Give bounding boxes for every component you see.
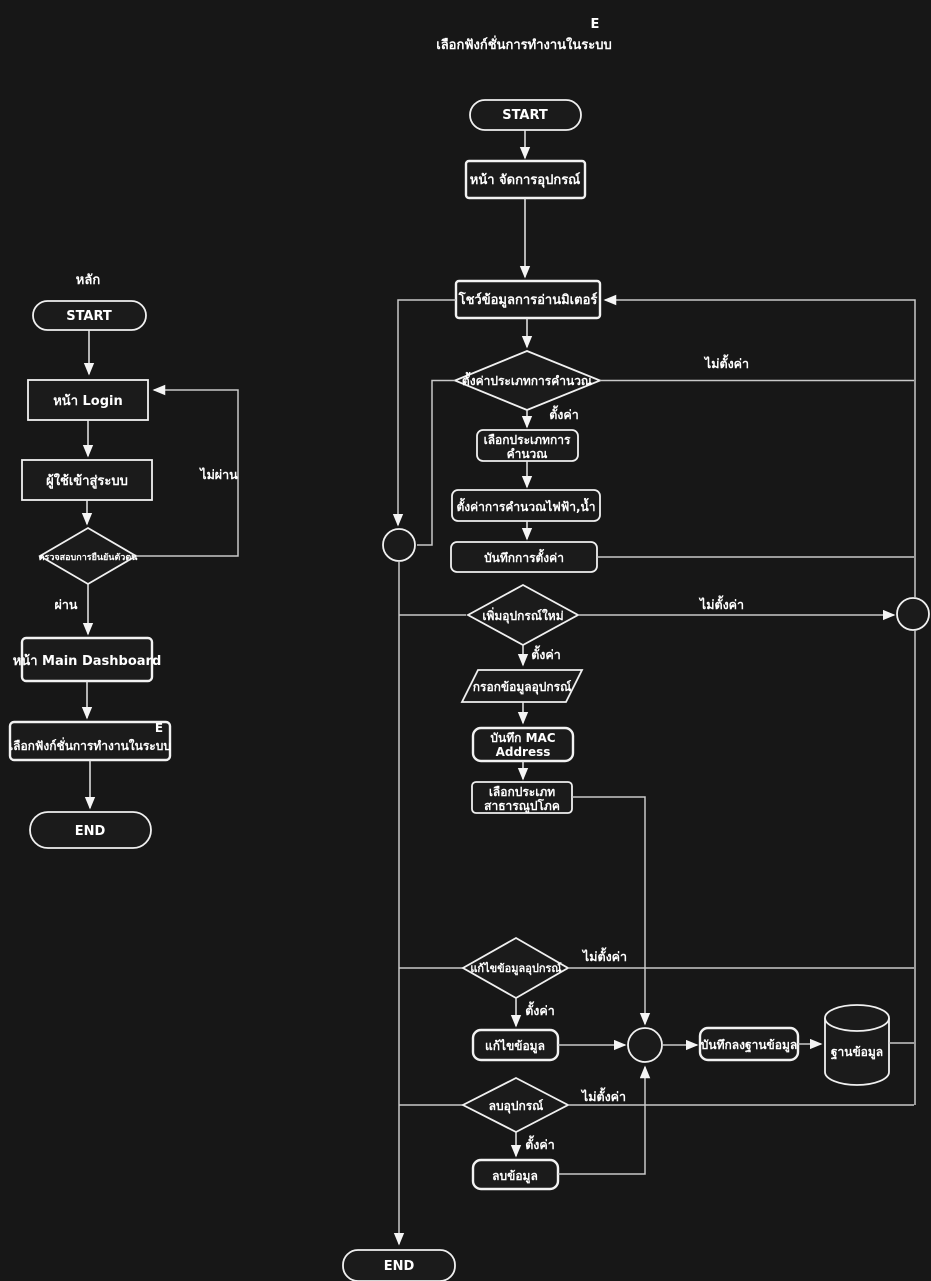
device-management-label: หน้า จัดการอุปกรณ์ [469,173,581,188]
edge-label-notset-2: ไม่ตั้งค่า [699,597,745,612]
edge-showdata-left-to-connector [398,300,456,525]
database-label: ฐานข้อมูล [830,1045,884,1059]
device-flowchart [343,100,929,1281]
select-calc-type-line2: คำนวณ [506,447,548,461]
device-start-label: START [502,108,548,123]
set-calc-type-label: ตั้งค่าประเภทการคำนวณ [461,374,593,388]
edge-label-set-1: ตั้งค่า [549,407,579,422]
save-to-db-label: บันทึกลงฐานข้อมูล [700,1038,798,1052]
edge-label-notset-1: ไม่ตั้งค่า [704,356,750,371]
page-title: เลือกฟังก์ชั่นการทำงานในระบบ [436,38,612,53]
delete-data-label: ลบข้อมูล [492,1169,538,1183]
set-calc-electric-water-label: ตั้งค่าการคำนวณไฟฟ้า,น้ำ [456,500,596,514]
main-select-function-label: เลือกฟังก์ชั่นการทำงานในระบบ [9,739,171,753]
edge-calcq-left-to-connector [417,381,455,546]
save-mac-line1: บันทึก MAC [490,731,556,745]
edge-label-set-3: ตั้งค่า [525,1003,555,1018]
main-start-label: START [66,309,112,324]
edit-device-label: แก้ไขข้อมูลอุปกรณ์ [470,962,562,975]
edge-label-fail: ไม่ผ่าน [200,467,238,482]
connector-right [897,598,929,630]
main-flow-heading: หลัก [75,273,101,288]
main-select-function-ref: E [154,721,164,735]
save-mac-line2: Address [495,745,551,759]
connector-merge [628,1028,662,1062]
device-end-label: END [383,1259,415,1274]
main-verify-label: ตรวจสอบการยืนยันตัวตน [38,553,138,563]
select-utility-line2: สาธารณูปโภค [484,799,560,813]
main-flowchart [9,273,238,848]
main-end-label: END [74,824,106,839]
edge-label-pass: ผ่าน [54,597,78,612]
select-utility-line1: เลือกประเภท [488,785,556,799]
edge-label-notset-4: ไม่ตั้งค่า [581,1089,627,1104]
edge-label-set-4: ตั้งค่า [525,1137,555,1152]
select-calc-type-line1: เลือกประเภทการ [483,433,571,447]
main-login-page-label: หน้า Login [53,394,123,409]
main-user-enter-label: ผู้ใช้เข้าสู่ระบบ [46,474,128,489]
edge-deletedata-merge [558,1067,645,1174]
main-dashboard-label: หน้า Main Dashboard [12,654,162,669]
edge-rightrail-up-to-showdata [605,300,915,598]
add-device-label: เพิ่มอุปกรณ์ใหม่ [482,609,564,623]
edit-data-label: แก้ไขข้อมูล [485,1039,545,1053]
edge-utility-to-merge [572,797,645,1024]
save-settings-label: บันทึกการตั้งค่า [484,551,564,565]
delete-device-label: ลบอุปกรณ์ [488,1099,544,1113]
show-meter-data-label: โชว์ข้อมูลการอ่านมิเตอร์ [458,293,598,308]
database-cylinder-top [825,1005,889,1031]
edge-label-set-2: ตั้งค่า [531,647,561,662]
edge-label-notset-3: ไม่ตั้งค่า [582,949,628,964]
page-title-code: E [590,17,600,32]
enter-device-info-label: กรอกข้อมูลอุปกรณ์ [472,680,572,694]
connector-left [383,529,415,561]
